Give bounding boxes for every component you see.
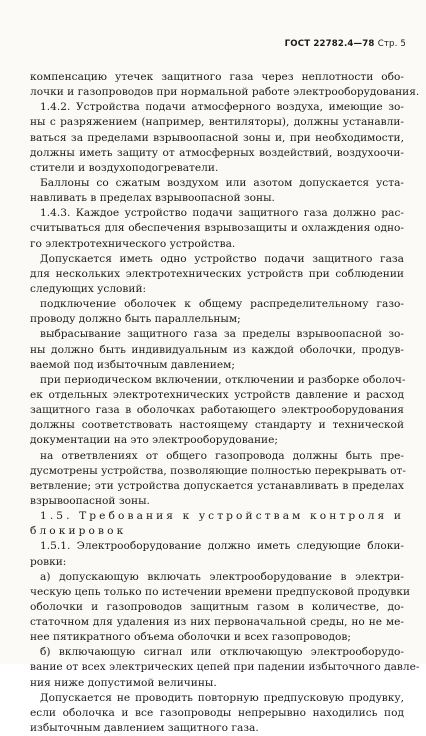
text-line: ческую цепь только по истечении времени предпусковой продувки (30, 585, 411, 598)
text-line: ек отдельных электротехнических устройств давление и расход (30, 388, 404, 401)
text-line: а) допускающую включать электрооборудование в электри- (40, 570, 404, 583)
text-line: должны соответствовать настоящему стандарту и технической (30, 419, 404, 432)
text-line: стители и воздухоподогреватели. (30, 161, 219, 174)
text-line: оболочки и газопроводов защитным газом в количестве, до- (30, 600, 404, 613)
text-line: компенсацию утечек защитного газа через неплотности обо- (30, 71, 404, 83)
text-line: защитного газа в оболочках работающего электрооборудования (30, 404, 404, 417)
text-line: статочном для удаления из них первоначальной среды, но не ме- (30, 616, 404, 629)
standard-number: ГОСТ 22782.4—78 (284, 39, 375, 49)
text-line: Допускается не проводить повторную предпусковую продувку, (40, 691, 404, 704)
text-line: дусмотрены устройства, позволяющие полностью перекрывать от- (30, 464, 406, 477)
text-line: для нескольких электротехнических устройств при соблюдении (30, 267, 404, 280)
text-line: ны с разряжением (например, вентиляторы), должны устанавли- (30, 116, 404, 129)
text-line: вание от всех электрических цепей при падении избыточного давле- (30, 661, 420, 674)
page-header (285, 39, 406, 49)
page-number: Стр. 5 (377, 39, 406, 49)
text-line: ваться за пределами взрывоопасной зоны и, при необходимости, (30, 131, 404, 144)
text-line: при периодическом включении, отключении и разборке оболоч- (40, 373, 406, 386)
text-line: если оболочка и все газопроводы непрерывно находились под (30, 706, 404, 719)
text-line: 1.4.3. Каждое устройство подачи защитного газа должно рас- (40, 207, 404, 220)
text-line: навливать в пределах взрывоопасной зоны. (30, 192, 275, 205)
text-line: б) включающую сигнал или отключающую электрооборудо- (40, 646, 404, 659)
text-line: считываться для обеспечения взрывозащиты и охлаждения одно- (30, 222, 404, 235)
text-line: лочки и газопроводов при нормальной работе электрооборудования. (30, 86, 420, 99)
text-line: следующих условий: (30, 282, 147, 295)
text-line: Допускается иметь одно устройство подачи защитного газа (40, 252, 404, 265)
text-line: подключение оболочек к общему распределительному газо- (40, 298, 404, 311)
text-line: взрывоопасной зоны. (30, 494, 150, 507)
section-heading-line: 1.5. Требования к устройствам контроля и (40, 510, 404, 523)
text-line: ваемой под избыточным давлением; (30, 358, 235, 371)
document-body (30, 70, 420, 736)
text-line: проводу должно быть параллельным; (30, 313, 241, 326)
text-line: ния ниже допустимой величины. (30, 676, 217, 689)
text-line: Баллоны со сжатым воздухом или азотом допускается уста- (40, 176, 404, 189)
section-heading-line: блокировок (30, 525, 127, 538)
text-line: 1.4.2. Устройства подачи атмосферного воздуха, имеющие зо- (40, 101, 404, 114)
text-line: на ответвлениях от общего газопровода должны быть пре- (40, 449, 404, 462)
text-line: должны иметь защиту от атмосферных воздействий, воздухоочи- (30, 146, 404, 159)
text-line: го электротехнического устройства. (30, 237, 236, 250)
text-line: выбрасывание защитного газа за пределы взрывоопасной зо- (40, 328, 404, 341)
text-line: ветвление; эти устройства допускается устанавливать в пределах (30, 479, 404, 492)
text-line: ны должно быть индивидуальным из каждой оболочки, продув- (30, 343, 404, 356)
text-line: 1.5.1. Электрооборудование должно иметь следующие блоки- (40, 540, 404, 553)
text-line: нее пятикратного объема оболочки и всех газопроводов; (30, 631, 351, 644)
text-line: избыточным давлением защитного газа. (30, 722, 259, 735)
text-line: документации на это электрооборудование; (30, 434, 278, 447)
text-line: ровки: (30, 555, 67, 568)
